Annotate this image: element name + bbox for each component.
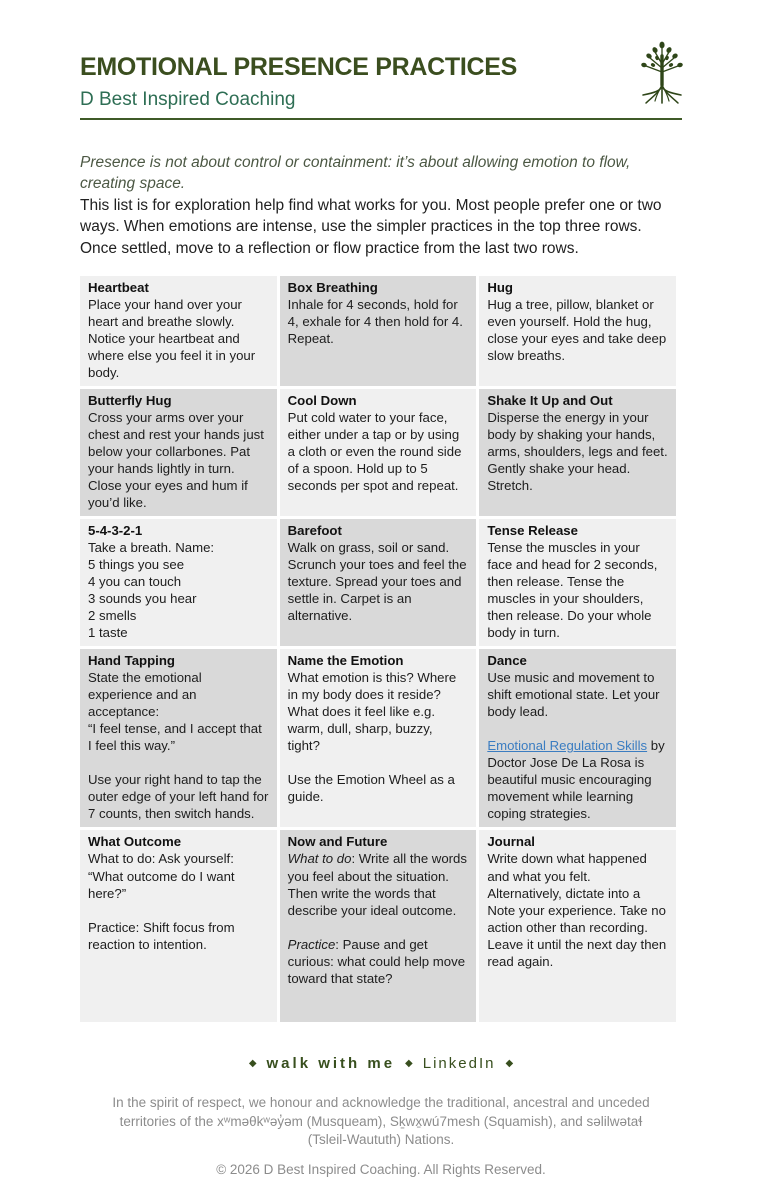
text-run: Practice [287,936,336,952]
text-run: Take a breath. Name: [88,539,215,555]
tree-with-roots-icon [636,40,688,106]
text-run: : Write all the words you feel about the situation. Then write the words that describe your ideal outcome. [287,851,467,918]
text-run: 5 things you see [88,557,185,573]
practice-cell-shake-it-up-and-out [479,389,676,516]
practice-body [487,669,668,720]
practice-title: Cool Down [287,392,357,408]
text-run: 3 sounds you hear [88,591,197,607]
table-row [80,649,676,827]
document-footer [80,1055,682,1176]
text-run: What to do [287,851,352,867]
practice-body [88,669,269,720]
text-run: 4 you can touch [88,574,182,590]
practice-title: Heartbeat [88,279,149,295]
practice-title: Butterfly Hug [88,392,172,408]
text-run: Place your hand over your heart and breathe slowly. Notice your heartbeat and where else you feel it in your body. [88,296,256,380]
practice-title: Hand Tapping [88,653,175,669]
text-run: Cross your arms over your chest and rest your hands just below your collarbones. Pat your hands lightly in turn. Close your eyes and hum if you’d like. [88,409,264,510]
text-run: What to do: Ask yourself: “What outcome do I want here?” [88,851,235,901]
practice-title: Box Breathing [287,279,378,295]
text-run: “I feel tense, and I accept that I feel this way.” [88,721,262,754]
practice-body [88,771,269,822]
diamond-icon: ◆ [405,1057,413,1069]
intro-paragraph [80,152,682,260]
practice-body [487,850,668,969]
diamond-icon: ◆ [248,1057,257,1069]
text-run: Tense the muscles in your face and head for 2 seconds, then release. Tense the muscles in your shoulders, then release. Do your whole body in turn. [487,539,658,641]
diamond-icon: ◆ [505,1057,514,1069]
practice-body [487,409,668,494]
practice-cell-now-and-future [280,830,477,1022]
table-row [80,389,676,516]
text-run: Hug a tree, pillow, blanket or even yourself. Hold the hug, close your eyes and take deep slow breaths. [487,296,667,363]
practice-cell-heartbeat [80,276,277,386]
practice-body [88,296,269,381]
practice-body [88,919,269,953]
practice-title: Hug [487,279,513,295]
practice-cell-journal [479,830,676,1022]
text-run: : Pause and get curious: what could help move toward that state? [287,936,466,986]
text-run: Use your right hand to tap the outer edge of your left hand for 7 counts, then switch hands. [88,772,269,822]
practice-cell-name-the-emotion [280,649,477,827]
text-run: Use the Emotion Wheel as a guide. [287,772,455,805]
land-acknowledgment-text: In the spirit of respect, we honour and acknowledge the traditional, ancestral and unceded territories of the xʷməθkʷəy̓əm (Musqueam), Sḵwx̱wú7mesh (Squamish), and səlilwətaɬ (Tsleil-Waututh) Nations. [112,1095,650,1148]
practice-title: Dance [487,653,527,669]
practice-body [487,296,668,364]
practices-table [77,273,679,1026]
text-run: Use music and movement to shift emotional state. Let your body lead. [487,670,660,720]
tagline-row [80,1055,682,1072]
text-run: State the emotional experience and an acceptance: [88,670,202,720]
practice-cell-hug [479,276,676,386]
practice-cell-dance [479,649,676,827]
practice-title: What Outcome [88,834,182,850]
intro-lead-line: Presence is not about control or containment: it’s about allowing emotion to flow, creating space. [80,153,631,193]
practice-body [88,409,269,511]
table-row [80,276,676,386]
practice-title: Name the Emotion [287,653,404,669]
blank-line [88,754,269,771]
practice-cell-tense-release [479,519,676,646]
practice-title: 5-4-3-2-1 [88,522,143,538]
text-run: 1 taste [88,625,128,641]
table-row [80,519,676,646]
text-run: Put cold water to your face, either under a tap or by using a cloth or even the round side of a spoon. Hold up to 5 seconds per spot and repeat. [287,409,462,493]
text-run: Disperse the energy in your body by shaking your hands, arms, shoulders, legs and feet. Gently shake your head. Stretch. [487,409,668,493]
practice-body [88,850,269,901]
blank-line [288,754,469,771]
linkedin-link[interactable]: LinkedIn [422,1055,496,1073]
practice-body [487,539,668,641]
blank-line [487,720,668,737]
practice-cell-barefoot [280,519,477,646]
header-divider [80,118,682,120]
text-run: Practice: Shift focus from reaction to intention. [88,919,235,952]
practice-body [288,296,469,347]
practice-body [88,720,269,754]
practice-body [88,590,269,607]
emotional-regulation-skills-link[interactable]: Emotional Regulation Skills [487,738,648,754]
practice-cell-5-4-3-2-1 [80,519,277,646]
text-run: Inhale for 4 seconds, hold for 4, exhale for 4 then hold for 4. Repeat. [287,296,463,346]
practice-cell-box-breathing [280,276,477,386]
practice-body [288,771,469,805]
practice-title: Barefoot [287,522,342,538]
blank-line [88,902,269,919]
practice-body [288,850,469,918]
practice-cell-cool-down [280,389,477,516]
practice-body [88,624,269,641]
text-run: 2 smells [88,608,137,624]
brand-subtitle: D Best Inspired Coaching [80,89,296,110]
blank-line [288,919,469,936]
text-run: Walk on grass, soil or sand. Scrunch your toes and feel the texture. Spread your toes and settle in. Carpet is an alternative. [287,539,467,624]
practice-body [288,409,469,494]
practice-body [88,556,269,573]
practice-body [88,607,269,624]
page-title: EMOTIONAL PRESENCE PRACTICES [80,53,518,81]
practice-body [288,936,469,987]
practice-title: Now and Future [287,834,388,850]
practice-cell-what-outcome [80,830,277,1022]
practice-body [288,539,469,624]
walk-with-me-text: walk with me [266,1055,396,1073]
document-header [80,0,682,120]
practice-body [487,737,668,822]
practice-body [88,573,269,590]
copyright-text: © 2026 D Best Inspired Coaching. All Rights Reserved. [216,1161,546,1177]
text-run: by Doctor Jose De La Rosa is beautiful music encouraging movement while learning coping strategies. [487,738,665,822]
text-run: What emotion is this? Where in my body does it reside? What does it feel like e.g. warm, dull, sharp, buzzy, tight? [287,670,457,754]
table-row [80,830,676,1022]
practice-body [88,539,269,556]
text-run: Write down what happened and what you felt. Alternatively, dictate into a Note your experience. Take no action other than recording. Leave it until the next day then read again. [487,851,667,969]
practice-title: Shake It Up and Out [487,392,613,408]
intro-body-text: This list is for exploration help find what works for you. Most people prefer one or two ways. When emotions are intense, use the simpler practices in the top three rows. Once settled, move to a reflection or flow practice from the last two rows. [80,196,662,258]
practice-cell-hand-tapping [80,649,277,827]
practice-body [288,669,469,754]
practice-cell-butterfly-hug [80,389,277,516]
practice-title: Journal [487,834,535,850]
practice-title: Tense Release [487,522,578,538]
